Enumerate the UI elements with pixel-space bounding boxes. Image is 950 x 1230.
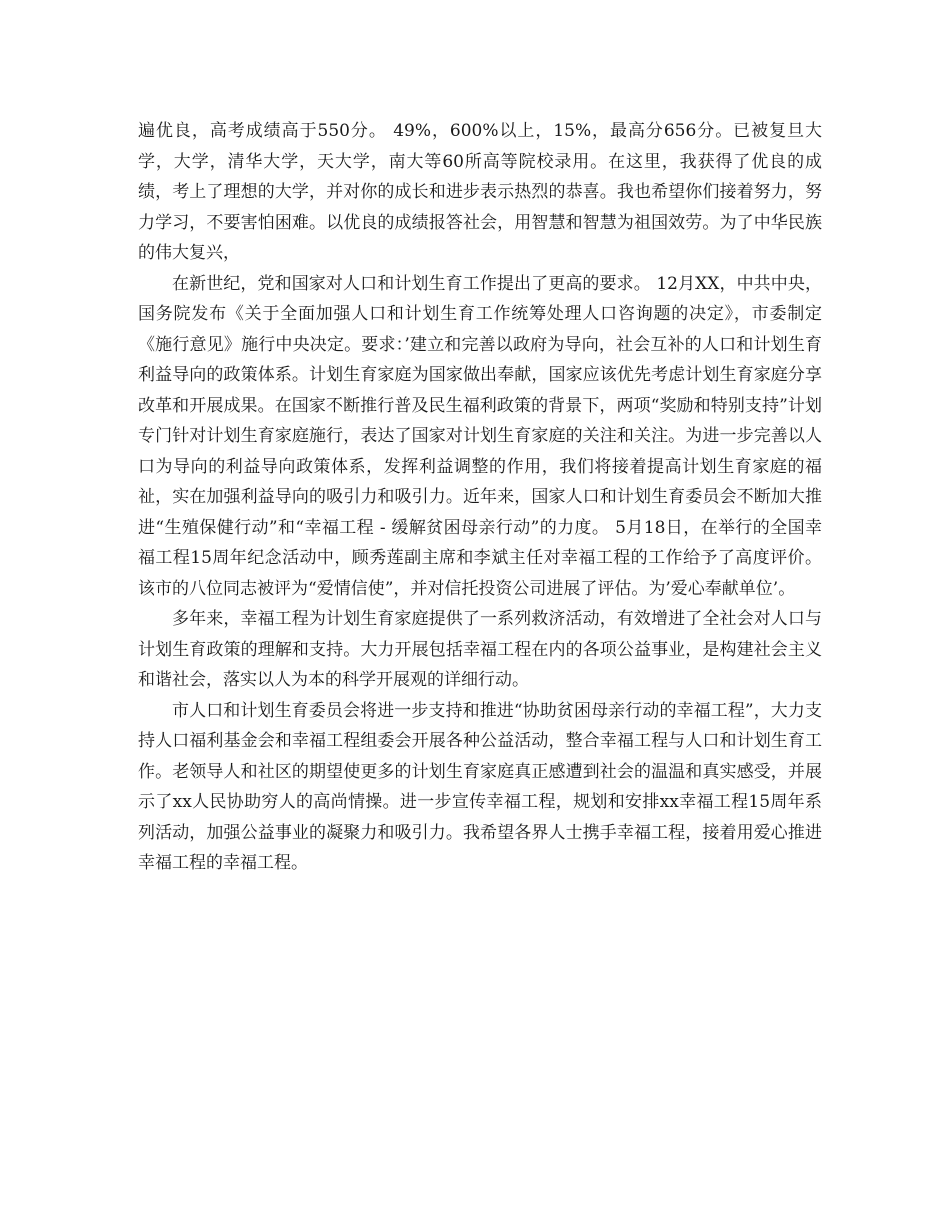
body-paragraph-3: 多年来，幸福工程为计划生育家庭提供了一系列救济活动，有效增进了全社会对人口与计划生育政策的理解和支持。大力开展包括幸福工程在内的各项公益事业，是构建社会主义和谐社会，落实以人为本的科学开展观的详细行动。 <box>138 609 822 690</box>
body-paragraph-2: 在新世纪，党和国家对人口和计划生育工作提出了更高的要求。 12月XX，中共中央，国务院发布《关于全面加强人口和计划生育工作统筹处理人口咨询题的决定》，市委制定《施行意见》施行中央决定。要求：’建立和完善以政府为导向，社会互补的人口和计划生育利益导向的政策体系。计划生育家庭为国家做出奉献，国家应该优先考虑计划生育家庭分享改革和开展成果。在国家不断推行普及民生福利政策的背景下，两项“奖励和特别支持”计划专门针对计划生育家庭施行，表达了国家对计划生育家庭的关注和关注。为进一步完善以人口为导向的利益导向政策体系，发挥利益调整的作用，我们将接着提高计划生育家庭的福祉，实在加强利益导向的吸引力和吸引力。近年来，国家人口和计划生育委员会不断加大推进“生殖保健行动”和“幸福工程 - 缓解贫困母亲行动”的力度。 5月18日，在举行的全国幸福工程15周年纪念活动中，顾秀莲副主席和李斌主任对幸福工程的工作给予了高度评价。该市的八位同志被评为“爱情信使”，并对信托投资公司进展了评估。为’爱心奉献单位’。 <box>138 273 822 599</box>
document-page <box>138 116 822 879</box>
body-paragraph-1: 遍优良，高考成绩高于550分。 49%，600%以上，15%，最高分656分。已被复旦大学，大学，清华大学，天大学，南大等60所高等院校录用。在这里，我获得了优良的成绩，考上了理想的大学，并对你的成长和进步表示热烈的恭喜。我也希望你们接着努力，努力学习，不要害怕困难。以优良的成绩报答社会，用智慧和智慧为祖国效劳。为了中华民族的伟大复兴， <box>138 121 822 263</box>
body-paragraph-4: 市人口和计划生育委员会将进一步支持和推进“协助贫困母亲行动的幸福工程”，大力支持人口福利基金会和幸福工程组委会开展各种公益活动，整合幸福工程与人口和计划生育工作。老领导人和社区的期望使更多的计划生育家庭真正感遭到社会的温温和真实感受，并展示了xx人民协助穷人的高尚情操。进一步宣传幸福工程，规划和安排xx幸福工程15周年系列活动，加强公益事业的凝聚力和吸引力。我希望各界人士携手幸福工程，接着用爱心推进幸福工程的幸福工程。 <box>138 700 822 873</box>
